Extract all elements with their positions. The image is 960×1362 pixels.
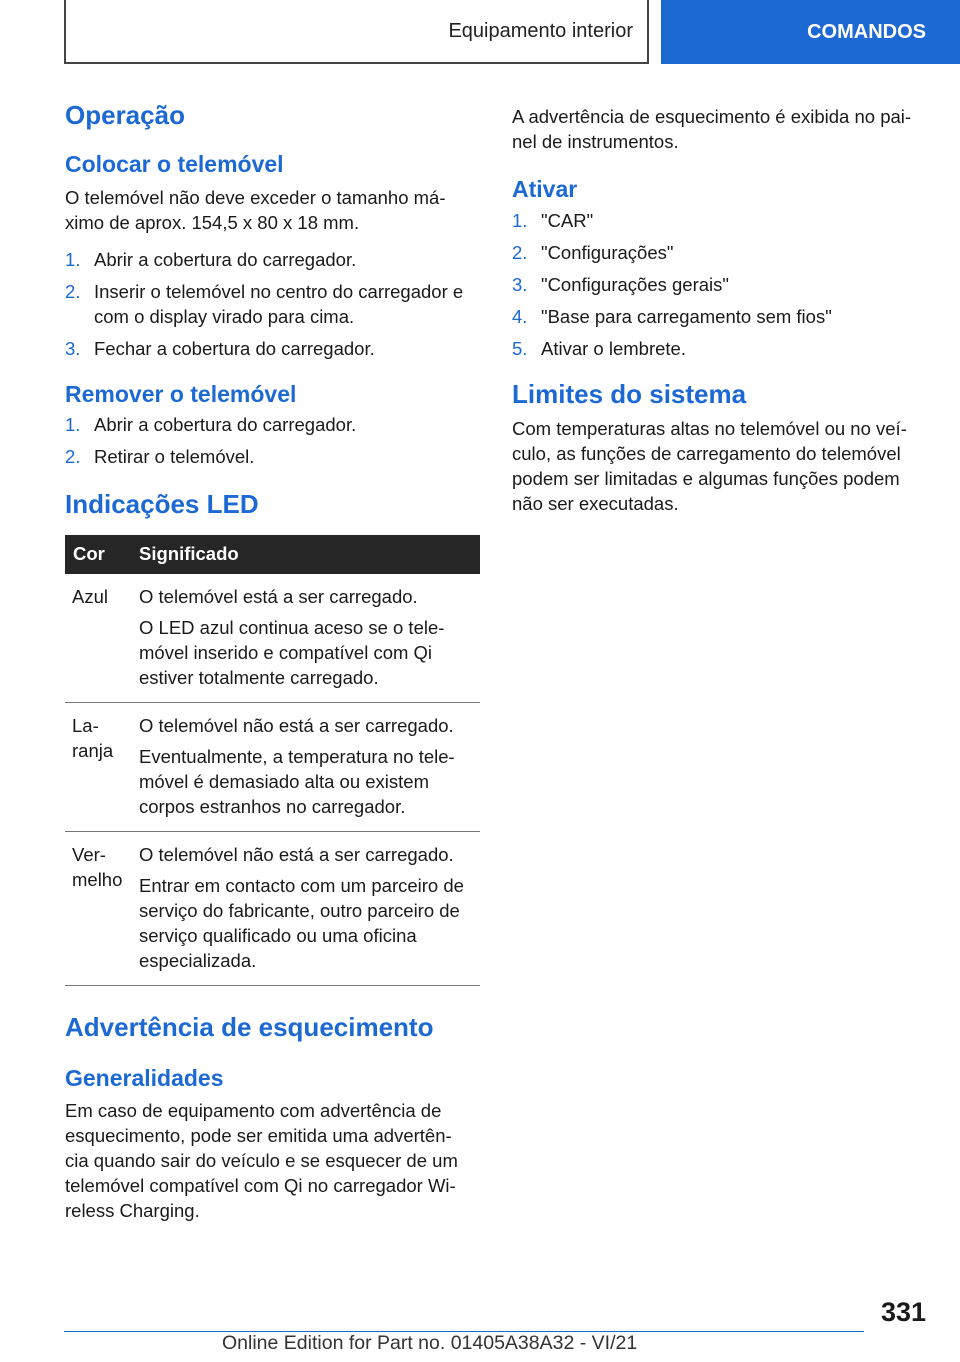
- footer-edition: Online Edition for Part no. 01405A38A32 - VI/21: [222, 1332, 638, 1354]
- left-column: [65, 100, 480, 1223]
- paragraph-colocar: O telemóvel não deve exceder o tamanho má-ximo de aprox. 154,5 x 80 x 18 mm.: [65, 186, 446, 233]
- step-number: 1.: [512, 209, 528, 231]
- list-item: [512, 208, 927, 233]
- step-text: Ativar o lembrete.: [541, 337, 686, 359]
- list-remover: [65, 412, 480, 469]
- header-chapter-label: COMANDOS: [807, 20, 926, 43]
- list-colocar: [65, 247, 480, 361]
- cell-cor: Azul: [65, 574, 131, 703]
- cell-line: Eventualmente, a temperatura no tele-móvel é demasiado alta ou existem corpos estranhos no carregador.: [139, 745, 455, 817]
- list-item: [65, 247, 480, 272]
- header-chapter-tab: [661, 0, 960, 64]
- cell-significado: [131, 831, 480, 985]
- step-text: Retirar o telemóvel.: [94, 446, 255, 468]
- heading-remover: Remover o telemóvel: [65, 380, 297, 407]
- cell-significado: [131, 702, 480, 831]
- right-column: [512, 100, 927, 516]
- step-text: Fechar a cobertura do carregador.: [94, 337, 375, 359]
- step-number: 3.: [512, 273, 528, 295]
- list-item: [65, 412, 480, 437]
- step-text: "Configurações": [541, 241, 674, 263]
- heading-ativar: Ativar: [512, 176, 578, 202]
- page-number: 331: [880, 1297, 926, 1327]
- cell-line: O telemóvel está a ser carregado.: [139, 585, 418, 607]
- cell-line: Entrar em contacto com um parceiro de serviço do fabricante, outro parceiro de serviço qualificado ou uma oficina especializada.: [139, 874, 464, 971]
- paragraph-limites: Com temperaturas altas no telemóvel ou no veí-culo, as funções de carregamento do telemóvel podem ser limitadas e algumas funções podem não ser executadas.: [512, 417, 907, 514]
- table-row: [65, 831, 480, 985]
- heading-operacao: Operação: [65, 100, 185, 130]
- step-number: 2.: [65, 446, 81, 468]
- heading-colocar: Colocar o telemóvel: [65, 151, 284, 178]
- step-text: "CAR": [541, 209, 594, 231]
- step-number: 2.: [512, 241, 528, 263]
- cell-line: O telemóvel não está a ser carregado.: [139, 714, 454, 736]
- step-text: "Configurações gerais": [541, 273, 729, 295]
- list-item: [512, 240, 927, 265]
- table-row: [65, 702, 480, 831]
- step-text: Inserir o telemóvel no centro do carregador e com o display virado para cima.: [94, 280, 464, 327]
- cell-cor: La-ranja: [65, 702, 131, 831]
- heading-generalidades: Generalidades: [65, 1064, 224, 1091]
- step-text: Abrir a cobertura do carregador.: [94, 248, 357, 270]
- step-text: "Base para carregamento sem fios": [541, 305, 832, 327]
- step-text: Abrir a cobertura do carregador.: [94, 414, 357, 436]
- step-number: 2.: [65, 280, 81, 302]
- list-item: [65, 444, 480, 469]
- paragraph-generalidades: Em caso de equipamento com advertência de esquecimento, pode ser emitida uma advertên-cia quando sair do veículo e se esquecer de um telemóvel compatível com Qi no carregador Wi-reless Charging.: [65, 1100, 458, 1222]
- column-header-significado: Significado: [131, 535, 480, 574]
- step-number: 4.: [512, 305, 528, 327]
- list-item: [512, 304, 927, 329]
- header-section-tab: [64, 0, 649, 64]
- cell-line: O telemóvel não está a ser carregado.: [139, 843, 454, 865]
- table-row: [65, 574, 480, 703]
- heading-advertencia: Advertência de esquecimento: [65, 1011, 434, 1042]
- list-item: [65, 279, 480, 329]
- step-number: 5.: [512, 337, 528, 359]
- cell-line: O LED azul continua aceso se o tele-móvel inserido e compatível com Qi estiver totalmente carregado.: [139, 616, 445, 688]
- paragraph-intro: A advertência de esquecimento é exibida no pai-nel de instrumentos.: [512, 106, 912, 152]
- cell-significado: [131, 574, 480, 703]
- cell-cor: Ver-melho: [65, 831, 131, 985]
- list-item: [512, 336, 927, 361]
- step-number: 1.: [65, 248, 81, 270]
- step-number: 3.: [65, 337, 81, 359]
- heading-limites: Limites do sistema: [512, 378, 747, 409]
- table-header-row: [65, 535, 480, 574]
- list-item: [65, 336, 480, 361]
- list-item: [512, 272, 927, 297]
- led-table: [65, 535, 480, 986]
- column-header-cor: Cor: [65, 535, 131, 574]
- header-section-label: Equipamento interior: [448, 19, 633, 42]
- step-number: 1.: [65, 414, 81, 436]
- heading-led: Indicações LED: [65, 489, 259, 520]
- list-ativar: [512, 208, 927, 361]
